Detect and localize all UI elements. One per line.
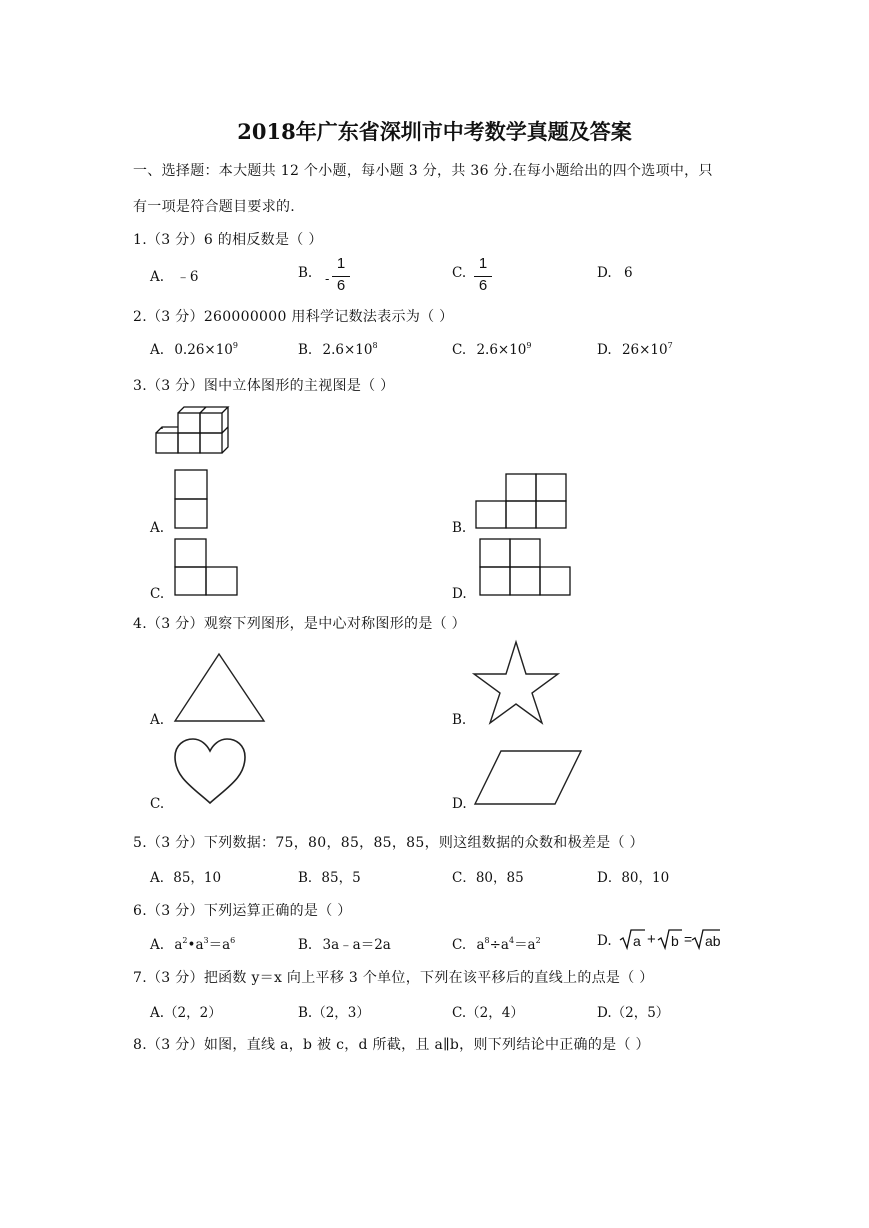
q1-option-d-value: 6 [623, 265, 633, 281]
q2-option-c-base: 2.6×10 [476, 342, 527, 358]
q6-option-c-expression: $a^8\div a^4=a^2$ [476, 936, 541, 953]
document-title: 2018年广东省深圳市中考数学真题及答案 [237, 119, 632, 144]
q5-option-c: C．80，85 [452, 870, 524, 886]
q6-option-c [452, 933, 541, 953]
q7-option-d: D.（2，5） [597, 1005, 670, 1021]
q3-option-c-label: C. [150, 586, 165, 602]
q7-option-a: A.（2，2） [150, 1005, 222, 1021]
q4-option-b-label: B. [452, 712, 467, 728]
q6-option-a [150, 933, 235, 953]
q2-option-a [150, 341, 238, 358]
q6-option-b [298, 933, 391, 953]
q2-option-b [298, 341, 378, 358]
q1-option-a-label: A. [150, 269, 165, 285]
q2-option-d-exponent: 7 [667, 341, 673, 350]
question-3-stem: 3.（3 分）图中立体图形的主视图是（ ） [133, 378, 395, 394]
q2-option-d [597, 341, 673, 358]
q2-option-a-label: A. [150, 342, 165, 358]
svg-text:=: = [684, 931, 693, 947]
q7-option-b: B.（2，3） [298, 1005, 370, 1021]
q2-option-c-exponent: 9 [526, 341, 532, 350]
question-1-stem: 1.（3 分）6 的相反数是（ ） [133, 232, 323, 248]
q1-option-b-sign: - [325, 272, 330, 287]
q4-option-d-label: D. [452, 796, 467, 812]
q3-option-d-figure [479, 538, 571, 596]
question-7-stem: 7.（3 分）把函数 y＝x 向上平移 3 个单位，下列在该平移后的直线上的点是（ ） [133, 970, 654, 986]
q1-option-c-denominator: 6 [478, 277, 488, 294]
q6-option-a-label: A. [150, 937, 165, 953]
q2-option-b-label: B. [298, 342, 313, 358]
svg-text:ab: ab [705, 933, 721, 949]
q1-option-b-label: B. [298, 265, 313, 281]
q3-option-d-label: D. [452, 586, 467, 602]
svg-text:b: b [671, 933, 679, 949]
question-8-stem: 8.（3 分）如图，直线 a，b 被 c，d 所截，且 a∥b，则下列结论中正确的是（ ） [133, 1037, 650, 1053]
q1-option-c-label: C. [452, 265, 467, 281]
q1-option-b-denominator: 6 [336, 277, 346, 294]
q6-option-a-expression: $a^2•a^3=a^6$ [174, 936, 236, 953]
svg-text:a: a [633, 933, 641, 949]
question-4-stem: 4.（3 分）观察下列图形，是中心对称图形的是（ ） [133, 616, 466, 632]
q5-option-a: A．85，10 [150, 870, 222, 886]
q1-option-d-label: D. [597, 265, 612, 281]
q3-option-c-figure [174, 538, 238, 596]
q6-option-b-label: B. [298, 937, 313, 953]
q4-option-d-parallelogram [473, 749, 583, 807]
q2-option-b-base: 2.6×10 [322, 342, 373, 358]
question-2-stem: 2.（3 分）260000000 用科学记数法表示为（ ） [133, 309, 454, 325]
q6-option-c-label: C. [452, 937, 467, 953]
q2-option-c-label: C. [452, 342, 467, 358]
q2-option-b-exponent: 8 [372, 341, 378, 350]
q1-option-d [597, 265, 633, 281]
q4-option-a-label: A. [150, 712, 165, 728]
question-5-stem: 5.（3 分）下列数据：75，80，85，85，85，则这组数据的众数和极差是（ ） [133, 835, 644, 851]
q3-solid-figure [150, 405, 240, 457]
q2-option-a-base: 0.26×10 [174, 342, 233, 358]
q4-option-b-star [472, 640, 560, 724]
q2-option-c [452, 341, 532, 358]
q6-option-d-label: D. [597, 933, 612, 949]
question-6-stem: 6.（3 分）下列运算正确的是（ ） [133, 903, 352, 919]
q1-option-a [150, 265, 198, 285]
q5-option-b: B．85，5 [298, 870, 361, 886]
section-intro-line1: 一、选择题：本大题共 12 个小题，每小题 3 分，共 36 分.在每小题给出的四个选项中，只 [133, 163, 713, 179]
q1-option-b-numerator: 1 [336, 255, 346, 272]
q4-option-a-triangle [172, 652, 266, 724]
q2-option-d-base: 26×10 [621, 342, 668, 358]
q2-option-a-exponent: 9 [232, 341, 238, 350]
q2-option-d-label: D. [597, 342, 612, 358]
q1-option-a-value: ﹣6 [176, 269, 199, 285]
svg-text:+: + [647, 931, 656, 948]
q3-option-a-label: A. [150, 520, 165, 536]
section-intro-line2: 有一项是符合题目要求的. [133, 199, 296, 215]
q4-option-c-label: C. [150, 796, 165, 812]
q6-option-d-radical-expression [618, 927, 722, 951]
q3-option-b-label: B. [452, 520, 467, 536]
q7-option-c: C.（2，4） [452, 1005, 524, 1021]
q1-option-c-numerator: 1 [478, 255, 488, 272]
q4-option-c-heart [172, 737, 248, 807]
q3-option-b-figure [475, 473, 567, 531]
q5-option-d: D．80，10 [597, 870, 670, 886]
q3-option-a-figure [174, 469, 208, 531]
q6-option-b-expression: 3a﹣a＝2a [322, 937, 391, 953]
